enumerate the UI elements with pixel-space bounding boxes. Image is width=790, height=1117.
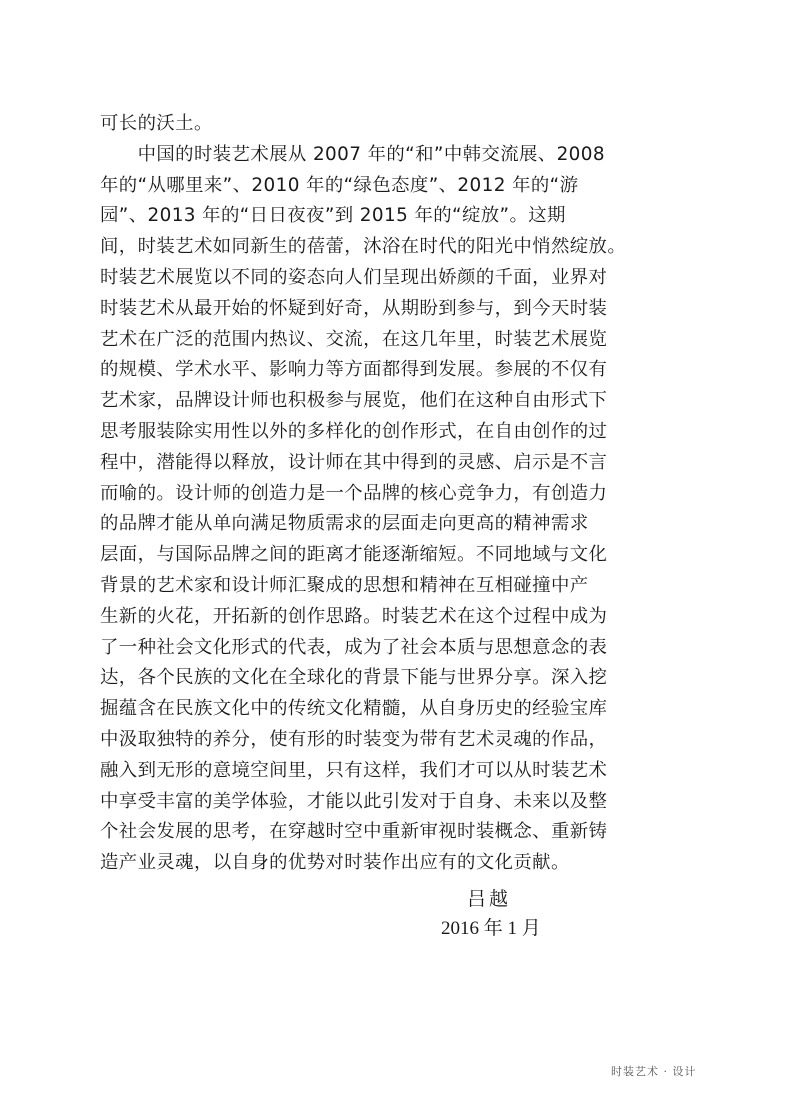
body-text xyxy=(100,109,662,879)
text-line: 艺术在广泛的范围内热议、交流，在这几年里，时装艺术展览 xyxy=(100,328,608,350)
text-line: 背景的艺术家和设计师汇聚成的思想和精神在互相碰撞中产 xyxy=(100,574,589,596)
text-line: 思考服装除实用性以外的多样化的创作形式，在自由创作的过 xyxy=(100,420,608,442)
text-line: 融入到无形的意境空间里，只有这样，我们才可以从时装艺术 xyxy=(100,759,608,781)
text-line: 园”、2013 年的“日日夜夜”到 2015 年的“绽放”。这期 xyxy=(100,205,566,227)
signature-date: 2016 年 1 月 xyxy=(441,918,541,939)
text-line: 间，时装艺术如同新生的蓓蕾，沐浴在时代的阳光中悄然绽放。 xyxy=(100,236,627,258)
text-line: 程中，潜能得以释放，设计师在其中得到的灵感、启示是不言 xyxy=(100,451,608,473)
text-line: 中国的时装艺术展从 2007 年的“和”中韩交流展、2008 xyxy=(100,143,605,165)
text-line: 生新的火花，开拓新的创作思路。时装艺术在这个过程中成为 xyxy=(100,605,608,627)
text-line: 时装艺术展览以不同的姿态向人们呈现出娇颜的千面，业界对 xyxy=(100,266,608,288)
text-line: 了一种社会文化形式的代表，成为了社会本质与思想意念的表 xyxy=(100,636,608,658)
text-line: 中汲取独特的养分，使有形的时装变为带有艺术灵魂的作品， xyxy=(100,728,608,750)
text-line: 可长的沃土。 xyxy=(100,113,213,134)
signature-author: 吕越 xyxy=(467,888,512,910)
text-line: 造产业灵魂，以自身的优势对时装作出应有的文化贡献。 xyxy=(100,852,570,874)
text-line: 达，各个民族的文化在全球化的背景下能与世界分享。深入挖 xyxy=(100,667,608,689)
text-line: 艺术家，品牌设计师也积极参与展览，他们在这种自由形式下 xyxy=(100,390,608,412)
text-line: 而喻的。设计师的创造力是一个品牌的核心竞争力，有创造力 xyxy=(100,482,608,504)
page-footer: 时装艺术 · 设计 xyxy=(611,1065,697,1078)
text-line: 的规模、学术水平、影响力等方面都得到发展。参展的不仅有 xyxy=(100,359,608,381)
text-line: 时装艺术从最开始的怀疑到好奇，从期盼到参与，到今天时装 xyxy=(100,297,608,319)
text-line: 掘蕴含在民族文化中的传统文化精髓，从自身历史的经验宝库 xyxy=(100,698,608,720)
text-line: 的品牌才能从单向满足物质需求的层面走向更高的精神需求 xyxy=(100,513,589,535)
text-line: 中享受丰富的美学体验，才能以此引发对于自身、未来以及整 xyxy=(100,790,608,812)
text-line: 年的“从哪里来”、2010 年的“绿色态度”、2012 年的“游 xyxy=(100,174,579,196)
text-line: 个社会发展的思考，在穿越时空中重新审视时装概念、重新铸 xyxy=(100,821,608,843)
text-line: 层面，与国际品牌之间的距离才能逐渐缩短。不同地域与文化 xyxy=(100,544,608,566)
